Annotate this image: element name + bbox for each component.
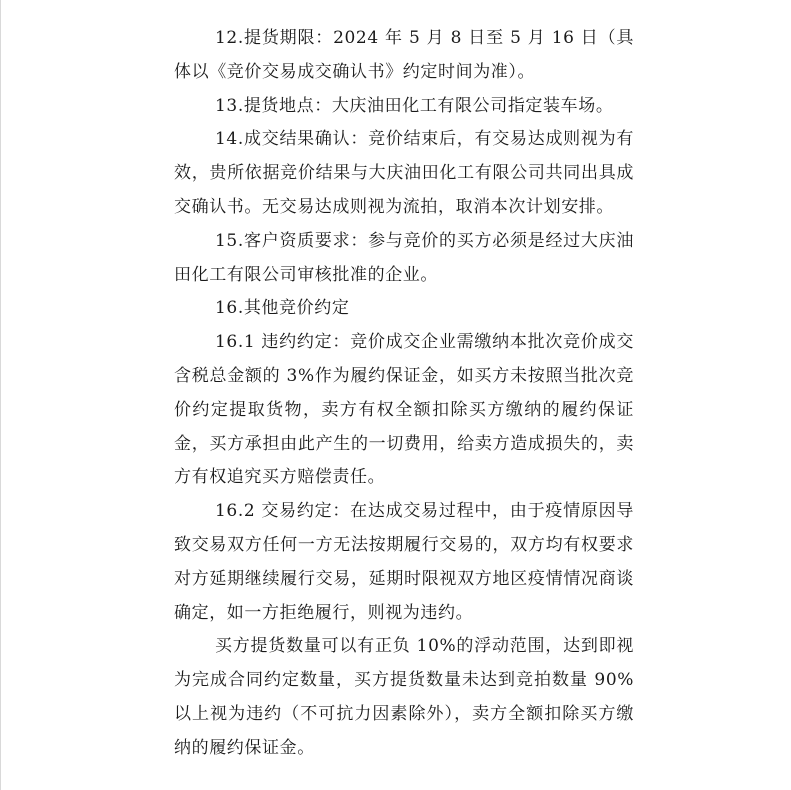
- clause-15-customer-qualification: 15.客户资质要求：参与竞价的买方必须是经过大庆油田化工有限公司审核批准的企业。: [174, 230, 634, 285]
- document-body: [174, 22, 634, 766]
- clause-14-result-confirmation: 14.成交结果确认：竞价结束后，有交易达成则视为有效，贵所依据竞价结果与大庆油田化工有限公司共同出具成交确认书。无交易达成则视为流拍，取消本次计划安排。: [174, 129, 634, 217]
- clause-quantity-tolerance: 买方提货数量可以有正负 10%的浮动范围，达到即视为完成合同约定数量，买方提货数量未达到竞拍数量 90%以上视为违约（不可抗力因素除外），卖方全额扣除买方缴纳的履约保证金。: [174, 636, 634, 758]
- clause-12-delivery-period: 12.提货期限：2024 年 5 月 8 日至 5 月 16 日（具体以《竞价交易成交确认书》约定时间为准）。: [174, 28, 634, 82]
- clause-16-heading: 16.其他竞价约定: [215, 298, 350, 319]
- clause-13-delivery-location: 13.提货地点：大庆油田化工有限公司指定装车场。: [215, 95, 614, 116]
- clause-16-1-default: 16.1 违约约定：竞价成交企业需缴纳本批次竞价成交含税总金额的 3%作为履约保证金，如买方未按照当批次竞价约定提取货物，卖方有权全额扣除买方缴纳的履约保证金，买方承担由此产生的一切费用，给卖方造成损失的，卖方有权追究买方赔偿责任。: [174, 332, 634, 488]
- clause-16-2-transaction: 16.2 交易约定：在达成交易过程中，由于疫情原因导致交易双方任何一方无法按期履行交易的，双方均有权要求对方延期继续履行交易，延期时限视双方地区疫情情况商谈确定，如一方拒绝履行，则视为违约。: [174, 501, 634, 623]
